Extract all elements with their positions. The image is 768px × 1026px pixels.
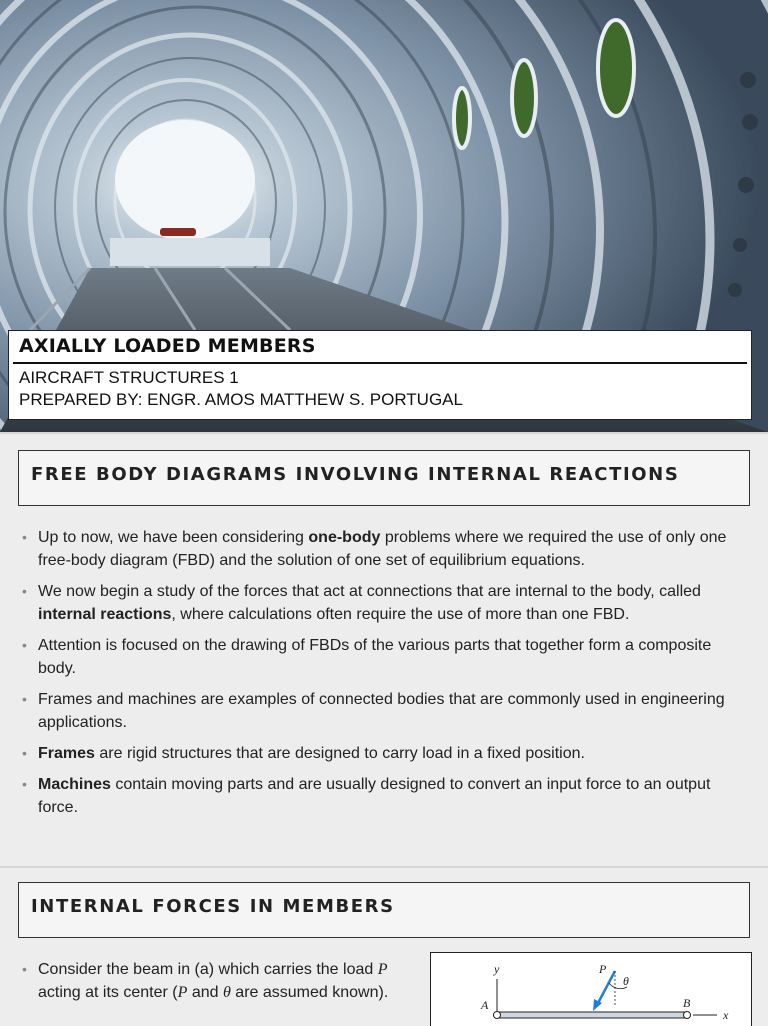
pin-b-icon: [684, 1012, 691, 1019]
bullet-item: • Frames and machines are examples of connected bodies that are commonly used in engineering applications.: [22, 688, 738, 734]
section-heading: INTERNAL FORCES IN MEMBERS: [31, 896, 395, 917]
load-arrowhead-icon: [593, 999, 602, 1011]
bullet-item: • Frames are rigid structures that are designed to carry load in a fixed position.: [22, 742, 738, 765]
author-line: PREPARED BY: ENGR. AMOS MATTHEW S. PORTUGAL: [19, 390, 463, 409]
title-divider: [13, 362, 747, 364]
bullet-item: • We now begin a study of the forces that act at connections that are internal to the body, called internal reactions, where calculations often require the use of more than one FBD.: [22, 580, 738, 626]
load-arrow: [597, 971, 615, 1005]
beam-figure: [430, 952, 752, 1026]
bullet-item: • Machines contain moving parts and are usually designed to convert an input force to an output force.: [22, 773, 738, 819]
y-axis-label: y: [494, 962, 500, 976]
title-box: [8, 330, 752, 420]
slide-title: AXIALLY LOADED MEMBERS: [19, 335, 316, 357]
internal-forces-slide: [0, 866, 768, 1026]
course-name: AIRCRAFT STRUCTURES 1: [19, 368, 239, 387]
load-p-label: P: [599, 962, 607, 976]
bullet-item: • Attention is focused on the drawing of FBDs of the various parts that together form a composite body.: [22, 634, 738, 680]
beam-diagram: [431, 953, 751, 1026]
bullet-list: [22, 958, 422, 1004]
x-axis-label: x: [723, 1008, 729, 1022]
bullet-item: • Consider the beam in (a) which carries the load P acting at its center (P and θ are assumed known).: [22, 958, 422, 1004]
point-a-label: A: [481, 998, 489, 1012]
bullet-item: • Up to now, we have been considering one-body problems where we required the use of only one free-body diagram (FBD) and the solution of one set of equilibrium equations.: [22, 526, 738, 572]
section-heading: FREE BODY DIAGRAMS INVOLVING INTERNAL REACTIONS: [31, 464, 680, 485]
fbd-slide: [0, 432, 768, 866]
theta-label: θ: [623, 974, 629, 988]
title-slide: [0, 0, 768, 432]
section-heading-box: [18, 450, 750, 506]
bullet-list: [22, 526, 738, 827]
section-heading-box: [18, 882, 750, 938]
beam-bar: [497, 1012, 687, 1018]
pin-a-icon: [494, 1012, 501, 1019]
point-b-label: B: [683, 996, 691, 1010]
